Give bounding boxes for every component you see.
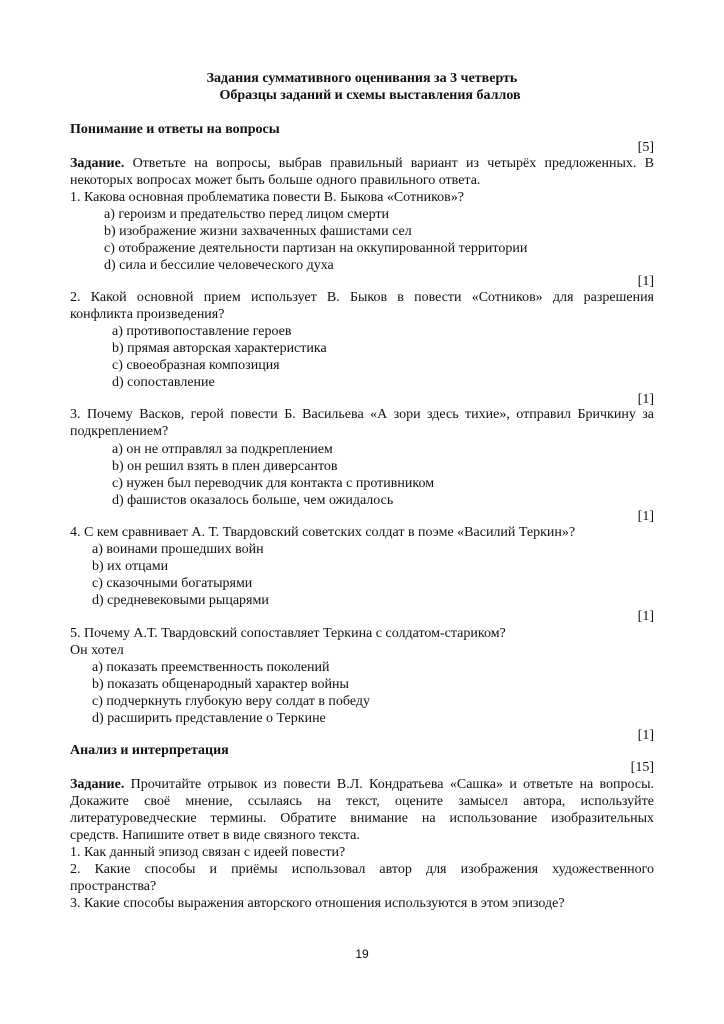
answer-option: b) изображение жизни захваченных фашистами сел — [104, 224, 412, 239]
answer-option: b) прямая авторская характеристика — [112, 341, 327, 356]
question-5-cont: Он хотел — [70, 643, 124, 658]
task-text: Ответьте на вопросы, выбрав правильный вариант из четырёх предложенных. В — [124, 156, 654, 171]
analysis-question-3: 3. Какие способы выражения авторского отношения используются в этом эпизоде? — [70, 896, 565, 911]
section-heading-understanding: Понимание и ответы на вопросы — [70, 122, 280, 137]
analysis-question-2-cont: пространства? — [70, 879, 157, 894]
section-score: [15] — [630, 760, 654, 775]
answer-option: c) отображение деятельности партизан на оккупированной территории — [104, 241, 528, 256]
answer-option: d) фашистов оказалось больше, чем ожидалось — [112, 493, 394, 508]
page-number: 19 — [355, 947, 369, 961]
answer-option: c) нужен был переводчик для контакта с противником — [112, 476, 435, 491]
answer-option: d) сила и бессилие человеческого духа — [104, 258, 334, 273]
analysis-question-2: 2. Какие способы и приёмы использовал автор для изображения художественного — [70, 862, 654, 877]
task-label: Задание. — [70, 777, 125, 792]
question-3-cont: подкреплением? — [70, 424, 169, 439]
question-5: 5. Почему А.Т. Твардовский сопоставляет Теркина с солдатом-стариком? — [70, 626, 506, 641]
answer-option: a) он не отправлял за подкреплением — [112, 442, 333, 457]
section-heading-analysis: Анализ и интерпретация — [70, 743, 229, 758]
analysis-question-1: 1. Как данный эпизод связан с идеей повести? — [70, 845, 346, 860]
question-2: 2. Какой основной прием использует В. Быков в повести «Сотников» для разрешения — [70, 290, 654, 305]
question-score: [1] — [637, 274, 654, 289]
task-instruction-line: средств. Напишите ответ в виде связного текста. — [70, 828, 360, 843]
task-instruction-line: некоторых вопросах может быть больше одного правильного ответа. — [70, 173, 481, 188]
answer-option: b) он решил взять в плен диверсантов — [112, 459, 338, 474]
question-1: 1. Какова основная проблематика повести В. Быкова «Сотников»? — [70, 190, 464, 205]
task-text: Прочитайте отрывок из повести В.Л. Кондратьева «Сашка» и ответьте на вопросы. — [124, 777, 654, 792]
answer-option: c) сказочными богатырями — [92, 576, 253, 591]
answer-option: c) своеобразная композиция — [112, 358, 280, 373]
question-4: 4. С кем сравнивает А. Т. Твардовский советских солдат в поэме «Василий Теркин»? — [70, 525, 576, 540]
title-line-1: Задания суммативного оценивания за 3 четверть — [206, 71, 518, 86]
answer-option: c) подчеркнуть глубокую веру солдат в победу — [92, 694, 371, 709]
answer-option: d) сопоставление — [112, 375, 215, 390]
title-line-2: Образцы заданий и схемы выставления баллов — [219, 88, 521, 103]
question-score: [1] — [637, 392, 654, 407]
answer-option: a) героизм и предательство перед лицом смерти — [104, 207, 390, 222]
task-instruction-line — [70, 155, 654, 172]
question-score: [1] — [637, 509, 654, 524]
answer-option: d) средневековыми рыцарями — [92, 593, 269, 608]
task-instruction-line — [70, 776, 654, 793]
answer-option: d) расширить представление о Теркине — [92, 711, 326, 726]
question-score: [1] — [637, 728, 654, 743]
answer-option: b) показать общенародный характер войны — [92, 677, 349, 692]
task-instruction-line: литературоведческие термины. Обратите внимание на использование изобразительных — [70, 811, 654, 826]
question-3: 3. Почему Васков, герой повести Б. Васильева «А зори здесь тихие», отправил Бричкину за — [70, 407, 654, 422]
answer-option: b) их отцами — [92, 559, 169, 574]
question-2-cont: конфликта произведения? — [70, 307, 225, 322]
task-instruction-line: Докажите своё мнение, ссылаясь на текст, оцените замысел автора, используйте — [70, 794, 654, 809]
task-label: Задание. — [70, 156, 125, 171]
section-score: [5] — [637, 140, 654, 155]
answer-option: a) воинами прошедших войн — [92, 542, 264, 557]
question-score: [1] — [637, 609, 654, 624]
answer-option: a) показать преемственность поколений — [92, 660, 330, 675]
answer-option: a) противопоставление героев — [112, 324, 292, 339]
